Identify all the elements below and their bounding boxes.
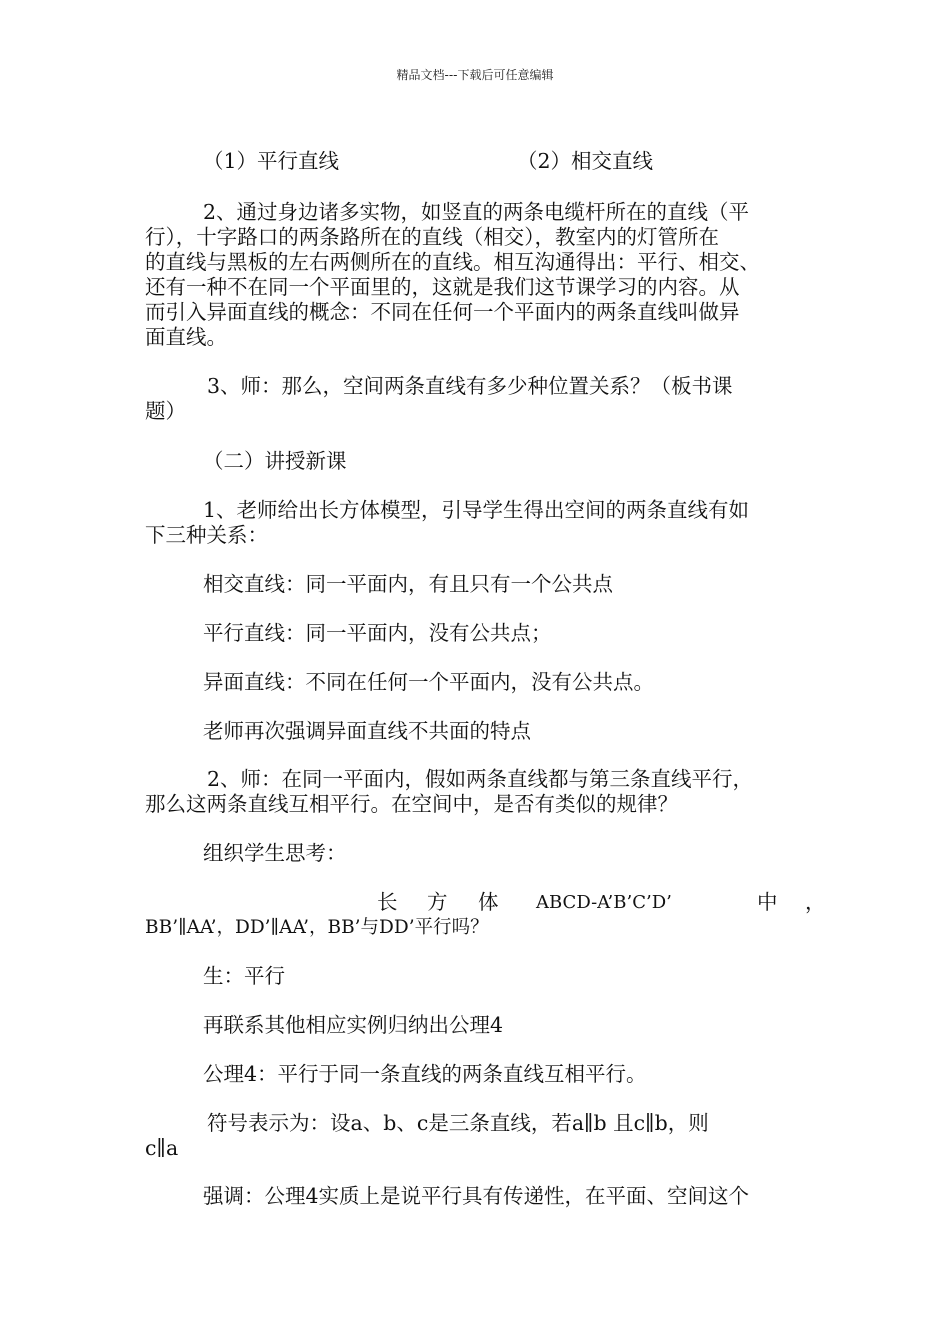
cuboid-line [145, 890, 826, 915]
definition-parallel: 平行直线：同一平面内，没有公共点； [203, 621, 552, 645]
paragraph-examples [145, 200, 810, 350]
paragraph-line: 2、师：在同一平面内，假如两条直线都与第三条直线平行， [207, 767, 754, 791]
paragraph-line: c∥a [145, 1136, 179, 1160]
paragraph-line: 行），十字路口的两条路所在的直线（相交），教室内的灯管所在 [145, 225, 719, 249]
paragraph-symbol [145, 1111, 810, 1161]
cuboid-char: 长 [377, 890, 398, 914]
paragraph-line: 的直线与黑板的左右两侧所在的直线。相互沟通得出：平行、相交、 [145, 250, 760, 274]
line-types-row [145, 146, 810, 176]
paragraph-line: 还有一种不在同一个平面里的，这就是我们这节课学习的内容。从 [145, 275, 740, 299]
emphasis-skew: 老师再次强调异面直线不共面的特点 [203, 719, 531, 743]
paragraph-model [145, 498, 810, 548]
document-body [145, 146, 826, 1209]
definition-intersecting: 相交直线：同一平面内，有且只有一个公共点 [203, 572, 613, 596]
paragraph-line: 下三种关系： [145, 523, 268, 547]
section-heading: （二）讲授新课 [203, 449, 347, 473]
cuboid-char: 中 [757, 890, 778, 914]
emphasis-transitivity: 强调：公理4实质上是说平行具有传递性，在平面、空间这个 [203, 1184, 750, 1208]
page-header: 精品文档---下载后可任意编辑 [396, 68, 554, 82]
paragraph-line: 符号表示为：设a、b、c是三条直线，若a∥b 且c∥b，则 [207, 1111, 709, 1135]
paragraph-transitivity-question [145, 767, 810, 817]
cuboid-char: 方 [427, 890, 448, 914]
paragraph-line: 3、师：那么，空间两条直线有多少种位置关系？（板书课 [207, 374, 733, 398]
paragraph-line: 而引入异面直线的概念：不同在任何一个平面内的两条直线叫做异 [145, 300, 740, 324]
paragraph-line: 那么这两条直线互相平行。在空间中，是否有类似的规律？ [145, 792, 678, 816]
intersecting-lines-label: （2）相交直线 [517, 149, 654, 173]
paragraph-cuboid [145, 890, 826, 940]
paragraph-question [145, 374, 810, 424]
paragraph-line: BB’∥AA’，DD’∥AA’，BB’与DD’平行吗？ [145, 917, 489, 938]
cuboid-label: ABCD-A’B’C’D’ [536, 892, 672, 913]
cuboid-char: 体 [478, 890, 499, 914]
axiom-4: 公理4：平行于同一条直线的两条直线互相平行。 [203, 1062, 647, 1086]
definition-skew: 异面直线：不同在任何一个平面内，没有公共点。 [203, 670, 654, 694]
cuboid-char: ， [805, 890, 826, 914]
paragraph-line: 1、老师给出长方体模型，引导学生得出空间的两条直线有如 [203, 498, 750, 522]
summary-line: 再联系其他相应实例归纳出公理4 [203, 1013, 504, 1037]
paragraph-line: 2、通过身边诸多实物，如竖直的两条电缆杆所在的直线（平 [203, 200, 750, 224]
paragraph-line: 面直线。 [145, 325, 227, 349]
organize-thinking: 组织学生思考： [203, 841, 347, 865]
parallel-lines-label: （1）平行直线 [203, 149, 340, 173]
student-answer: 生：平行 [203, 964, 285, 988]
paragraph-line: 题） [145, 399, 186, 423]
